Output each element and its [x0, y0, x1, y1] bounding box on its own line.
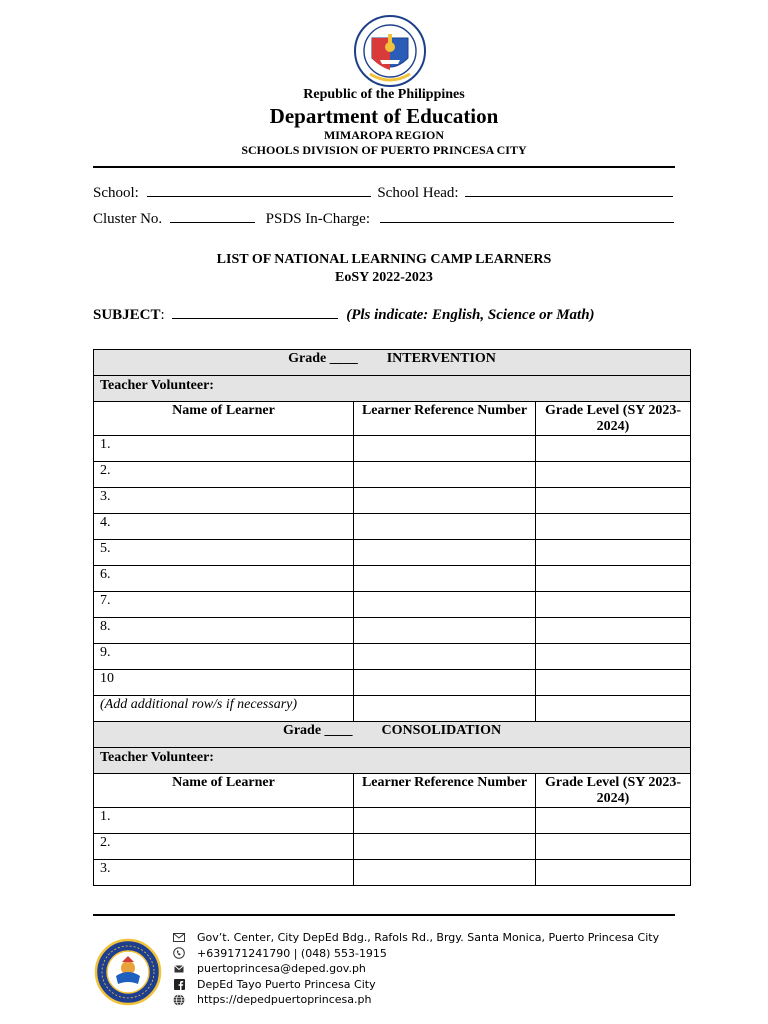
row-number[interactable]: 9. [94, 644, 354, 670]
psds-field[interactable] [380, 209, 674, 223]
consolidation-teacher-row [94, 748, 691, 774]
consolidation-band [94, 722, 691, 748]
column-header-row [94, 774, 691, 808]
table-row [94, 436, 691, 462]
table-row [94, 462, 691, 488]
lrn-cell[interactable] [354, 462, 536, 488]
col-lrn-header: Learner Reference Number [354, 774, 536, 808]
row-number[interactable]: 6. [94, 566, 354, 592]
row-number[interactable]: 5. [94, 540, 354, 566]
column-header-row [94, 402, 691, 436]
lrn-cell[interactable] [354, 644, 536, 670]
col-name-header: Name of Learner [94, 774, 354, 808]
phone-text[interactable]: +639171241790 | (048) 553-1915 [197, 946, 387, 960]
address-row [172, 930, 659, 946]
school-year: EoSY 2022-2023 [335, 270, 433, 285]
lrn-cell[interactable] [354, 514, 536, 540]
table-row [94, 566, 691, 592]
grade-cell[interactable] [536, 860, 691, 886]
school-label: School: [93, 185, 139, 201]
table-row [94, 670, 691, 696]
school-field[interactable] [147, 183, 371, 197]
grade-label: Grade [288, 351, 327, 366]
additional-rows-note-row [94, 696, 691, 722]
lrn-cell[interactable] [354, 618, 536, 644]
grade-cell[interactable] [536, 436, 691, 462]
additional-rows-note: (Add additional row/s if necessary) [94, 696, 354, 722]
table-row [94, 540, 691, 566]
col-grade-header: Grade Level (SY 2023-2024) [536, 774, 691, 808]
table-row [94, 834, 691, 860]
grade-cell[interactable] [536, 462, 691, 488]
row-number[interactable]: 7. [94, 592, 354, 618]
grade-cell[interactable] [536, 618, 691, 644]
subject-row [93, 305, 595, 324]
cluster-label: Cluster No. [93, 211, 163, 227]
learners-table [93, 349, 691, 886]
grade-blank[interactable]: ____ [324, 723, 353, 738]
table-row [94, 644, 691, 670]
table-row [94, 514, 691, 540]
mail-icon [172, 963, 186, 975]
table-row [94, 860, 691, 886]
cluster-field[interactable] [170, 209, 255, 223]
row-number[interactable]: 2. [94, 834, 354, 860]
grade-cell[interactable] [536, 670, 691, 696]
envelope-icon [172, 932, 186, 944]
psds-label: PSDS In-Charge: [265, 211, 370, 227]
lrn-cell[interactable] [354, 436, 536, 462]
intervention-band-row [94, 350, 691, 376]
row-number[interactable]: 8. [94, 618, 354, 644]
lrn-cell[interactable] [354, 540, 536, 566]
grade-label: Grade [282, 723, 322, 738]
lrn-cell[interactable] [354, 566, 536, 592]
lrn-cell[interactable] [354, 696, 536, 722]
grade-cell[interactable] [536, 696, 691, 722]
header-divider [93, 166, 675, 168]
grade-blank[interactable]: ____ [329, 351, 358, 366]
lrn-cell[interactable] [354, 592, 536, 618]
grade-cell[interactable] [536, 644, 691, 670]
grade-cell[interactable] [536, 566, 691, 592]
globe-icon [172, 994, 186, 1006]
phone-icon [172, 947, 186, 959]
row-number[interactable]: 4. [94, 514, 354, 540]
email-link[interactable]: puertoprincesa@deped.gov.ph [197, 962, 366, 976]
website-row [172, 992, 659, 1008]
deped-seal-logo [350, 14, 430, 88]
division-heading: SCHOOLS DIVISION OF PUERTO PRINCESA CITY [241, 143, 527, 157]
consolidation-band-row [94, 722, 691, 748]
lrn-cell[interactable] [354, 670, 536, 696]
grade-cell[interactable] [536, 488, 691, 514]
col-name-header: Name of Learner [94, 402, 354, 436]
lrn-cell[interactable] [354, 860, 536, 886]
subject-note: (Pls indicate: English, Science or Math) [346, 307, 595, 323]
phone-row [172, 946, 659, 962]
email-row [172, 961, 659, 977]
grade-cell[interactable] [536, 834, 691, 860]
row-number[interactable]: 3. [94, 488, 354, 514]
consolidation-label: CONSOLIDATION [381, 723, 502, 738]
cluster-row [93, 209, 674, 228]
row-number[interactable]: 1. [94, 808, 354, 834]
lrn-cell[interactable] [354, 808, 536, 834]
table-row [94, 592, 691, 618]
intervention-label: INTERVENTION [386, 351, 496, 366]
row-number[interactable]: 2. [94, 462, 354, 488]
row-number[interactable]: 3. [94, 860, 354, 886]
school-head-label: School Head: [377, 185, 459, 201]
teacher-volunteer-field[interactable]: Teacher Volunteer: [94, 748, 691, 774]
document-title: LIST OF NATIONAL LEARNING CAMP LEARNERS [216, 252, 552, 267]
table-row [94, 618, 691, 644]
address-text: Gov’t. Center, City DepEd Bdg., Rafols Rd., Brgy. Santa Monica, Puerto Princesa City [197, 931, 660, 944]
col-lrn-header: Learner Reference Number [354, 402, 536, 436]
republic-heading: Republic of the Philippines [303, 87, 465, 102]
col-grade-header: Grade Level (SY 2023-2024) [536, 402, 691, 436]
table-row [94, 488, 691, 514]
row-number[interactable]: 10 [94, 670, 354, 696]
intervention-band [94, 350, 691, 376]
grade-cell[interactable] [536, 540, 691, 566]
subject-field[interactable] [172, 305, 338, 319]
footer-contacts [172, 930, 659, 1008]
subject-colon: : [160, 307, 165, 323]
footer-divider [93, 914, 675, 916]
lrn-cell[interactable] [354, 488, 536, 514]
row-number[interactable]: 1. [94, 436, 354, 462]
division-seal-logo [94, 938, 162, 1006]
school-head-field[interactable] [465, 183, 673, 197]
intervention-teacher-row [94, 376, 691, 402]
school-row [93, 183, 673, 202]
department-heading: Department of Education [269, 104, 499, 128]
table-row [94, 808, 691, 834]
grade-cell[interactable] [536, 592, 691, 618]
grade-cell[interactable] [536, 514, 691, 540]
facebook-icon [172, 979, 186, 991]
teacher-volunteer-field[interactable]: Teacher Volunteer: [94, 376, 691, 402]
subject-label: SUBJECT [93, 307, 161, 323]
facebook-link[interactable]: DepEd Tayo Puerto Princesa City [197, 977, 376, 991]
website-link[interactable]: https://depedpuertoprincesa.ph [197, 993, 372, 1007]
lrn-cell[interactable] [354, 834, 536, 860]
facebook-row [172, 977, 659, 993]
grade-cell[interactable] [536, 808, 691, 834]
region-heading: MIMAROPA REGION [323, 128, 445, 142]
